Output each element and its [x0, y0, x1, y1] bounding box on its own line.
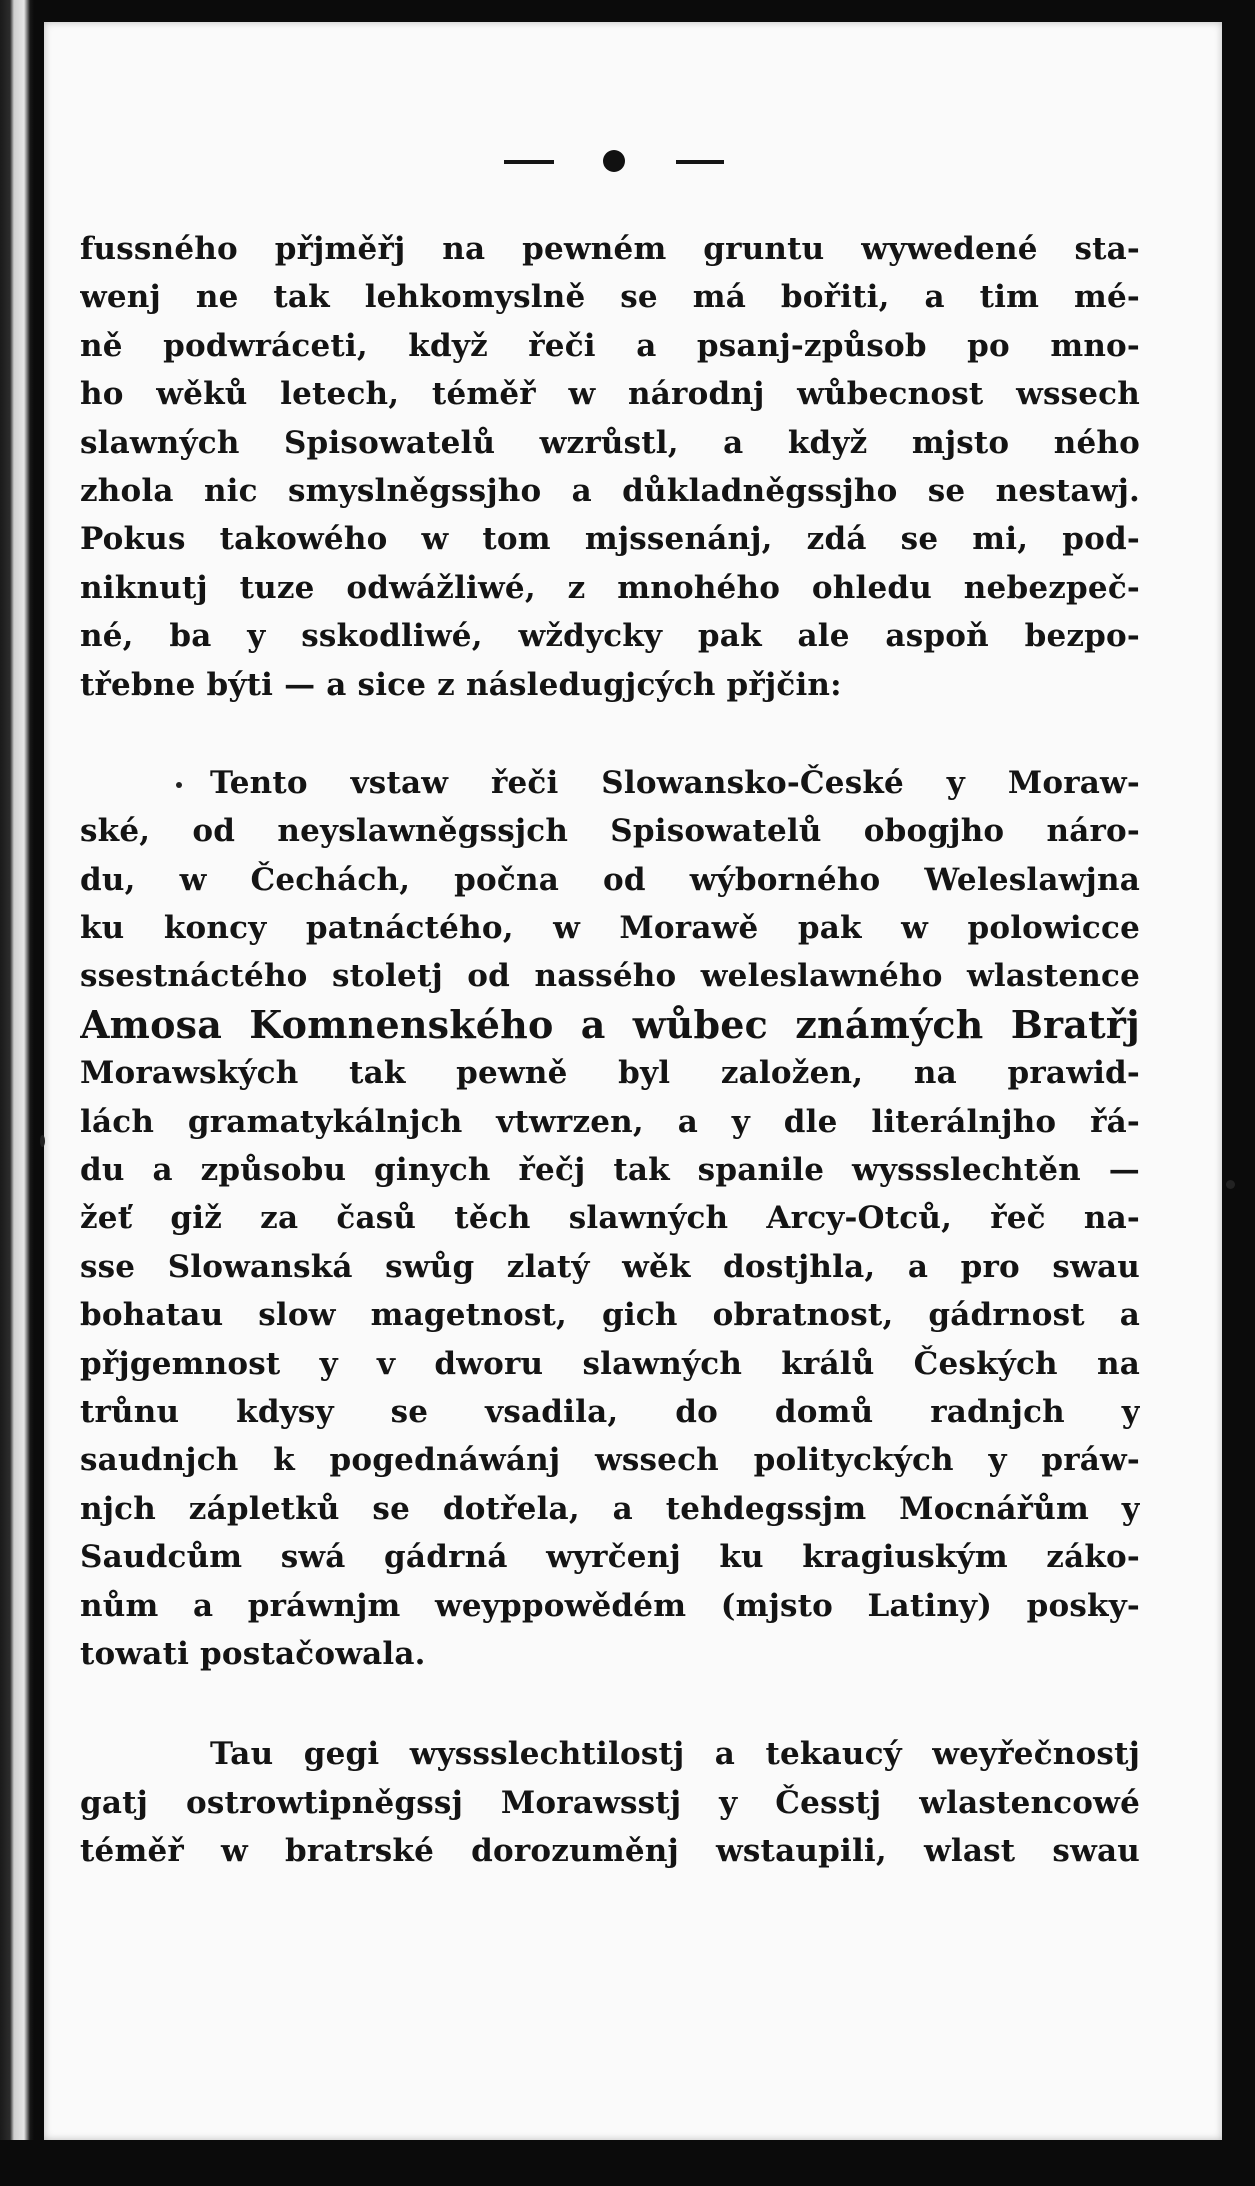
text-line: ssestnáctého stoletj od nassého weleslawného wlastence: [80, 958, 1140, 995]
text-line: slawných Spisowatelů wzrůstl, a když mjsto ného: [80, 424, 1140, 461]
text-line: Tento vstaw řeči Slowansko-České y Moraw-: [210, 764, 1140, 801]
text-line: niknutj tuze odwážliwé, z mnohého ohledu nebezpeč-: [80, 569, 1140, 606]
text-line: gatj ostrowtipněgssj Morawsstj y Česstj wlastencowé: [80, 1784, 1140, 1821]
text-line: Amosa Komnenského a wůbec známých Bratřj: [80, 1001, 1140, 1047]
text-line: du, w Čechách, počna od wýborného Weleslawjna: [80, 861, 1140, 898]
adjacent-page-edge: [0, 0, 34, 2186]
text-line: Saudcům swá gádrná wyrčenj ku kragiuským záko-: [80, 1539, 1140, 1576]
ornament-dot: [603, 150, 625, 172]
section-ornament: [470, 128, 750, 188]
text-line: du a způsobu ginych řečj tak spanile wyssslechtěn —: [80, 1152, 1140, 1189]
scan-border-right: [1222, 0, 1255, 2186]
text-line: né, ba y sskodliwé, wždycky pak ale aspoň bezpo-: [80, 618, 1140, 655]
scan-speck: [40, 1135, 45, 1147]
text-line: přjgemnost y v dworu slawných králů Českých na: [80, 1345, 1140, 1382]
scan-speck: [1226, 1180, 1235, 1189]
text-line: wenj ne tak lehkomyslně se má bořiti, a tim mé-: [80, 279, 1140, 316]
page-text: [80, 225, 1140, 1876]
text-line: fussného přjměřj na pewném gruntu wywedené sta-: [80, 231, 1140, 267]
text-line: njch zápletků se dotřela, a tehdegssjm Mocnářům y: [80, 1490, 1140, 1527]
scan-speck: [176, 782, 182, 788]
text-line: ské, od neyslawněgssjch Spisowatelů obogjho náro-: [80, 813, 1140, 850]
text-line: nům a práwnjm weyppowědém (mjsto Latiny) posky-: [80, 1587, 1140, 1624]
text-line: třebne býti — a sice z následugjcých přjčin:: [80, 666, 842, 703]
text-line: ně podwráceti, když řeči a psanj-způsob po mno-: [80, 327, 1140, 364]
text-line: téměř w bratrské dorozuměnj wstaupili, wlast swau: [80, 1833, 1140, 1870]
text-line: Tau gegi wyssslechtilostj a tekaucý weyřečnostj: [210, 1736, 1140, 1773]
ornament-dash-right: [676, 160, 724, 164]
text-line: trůnu kdysy se vsadila, do domů radnjch y: [80, 1393, 1140, 1430]
text-line: zhola nic smyslněgssjho a důkladněgssjho se nestawj.: [80, 472, 1140, 509]
text-line: Pokus takowého w tom mjssenánj, zdá se mi, pod-: [80, 521, 1140, 558]
text-line: saudnjch k pogednáwánj wssech polityckých y práw-: [80, 1442, 1140, 1479]
text-line: ku koncy patnáctého, w Morawě pak w polowicce: [80, 910, 1140, 947]
ornament-dash-left: [504, 160, 554, 164]
text-line: Morawských tak pewně byl založen, na prawid-: [80, 1055, 1140, 1092]
text-line: lách gramatykálnjch vtwrzen, a y dle literálnjho řá-: [80, 1103, 1140, 1140]
text-line: ho wěků letech, téměř w národnj wůbecnost wssech: [80, 376, 1140, 413]
text-line: sse Slowanská swůg zlatý wěk dostjhla, a pro swau: [80, 1248, 1140, 1285]
text-line: žeť giž za časů těch slawných Arcy-Otců, řeč na-: [80, 1200, 1140, 1237]
text-line: towati postačowala.: [80, 1635, 426, 1672]
paragraph-3: [80, 1730, 1140, 1875]
text-line: bohatau slow magetnost, gich obratnost, gádrnost a: [80, 1297, 1140, 1334]
paragraph-2: [80, 759, 1140, 1678]
paragraph-1: [80, 225, 1140, 709]
scan-border-bottom: [0, 2140, 1255, 2186]
